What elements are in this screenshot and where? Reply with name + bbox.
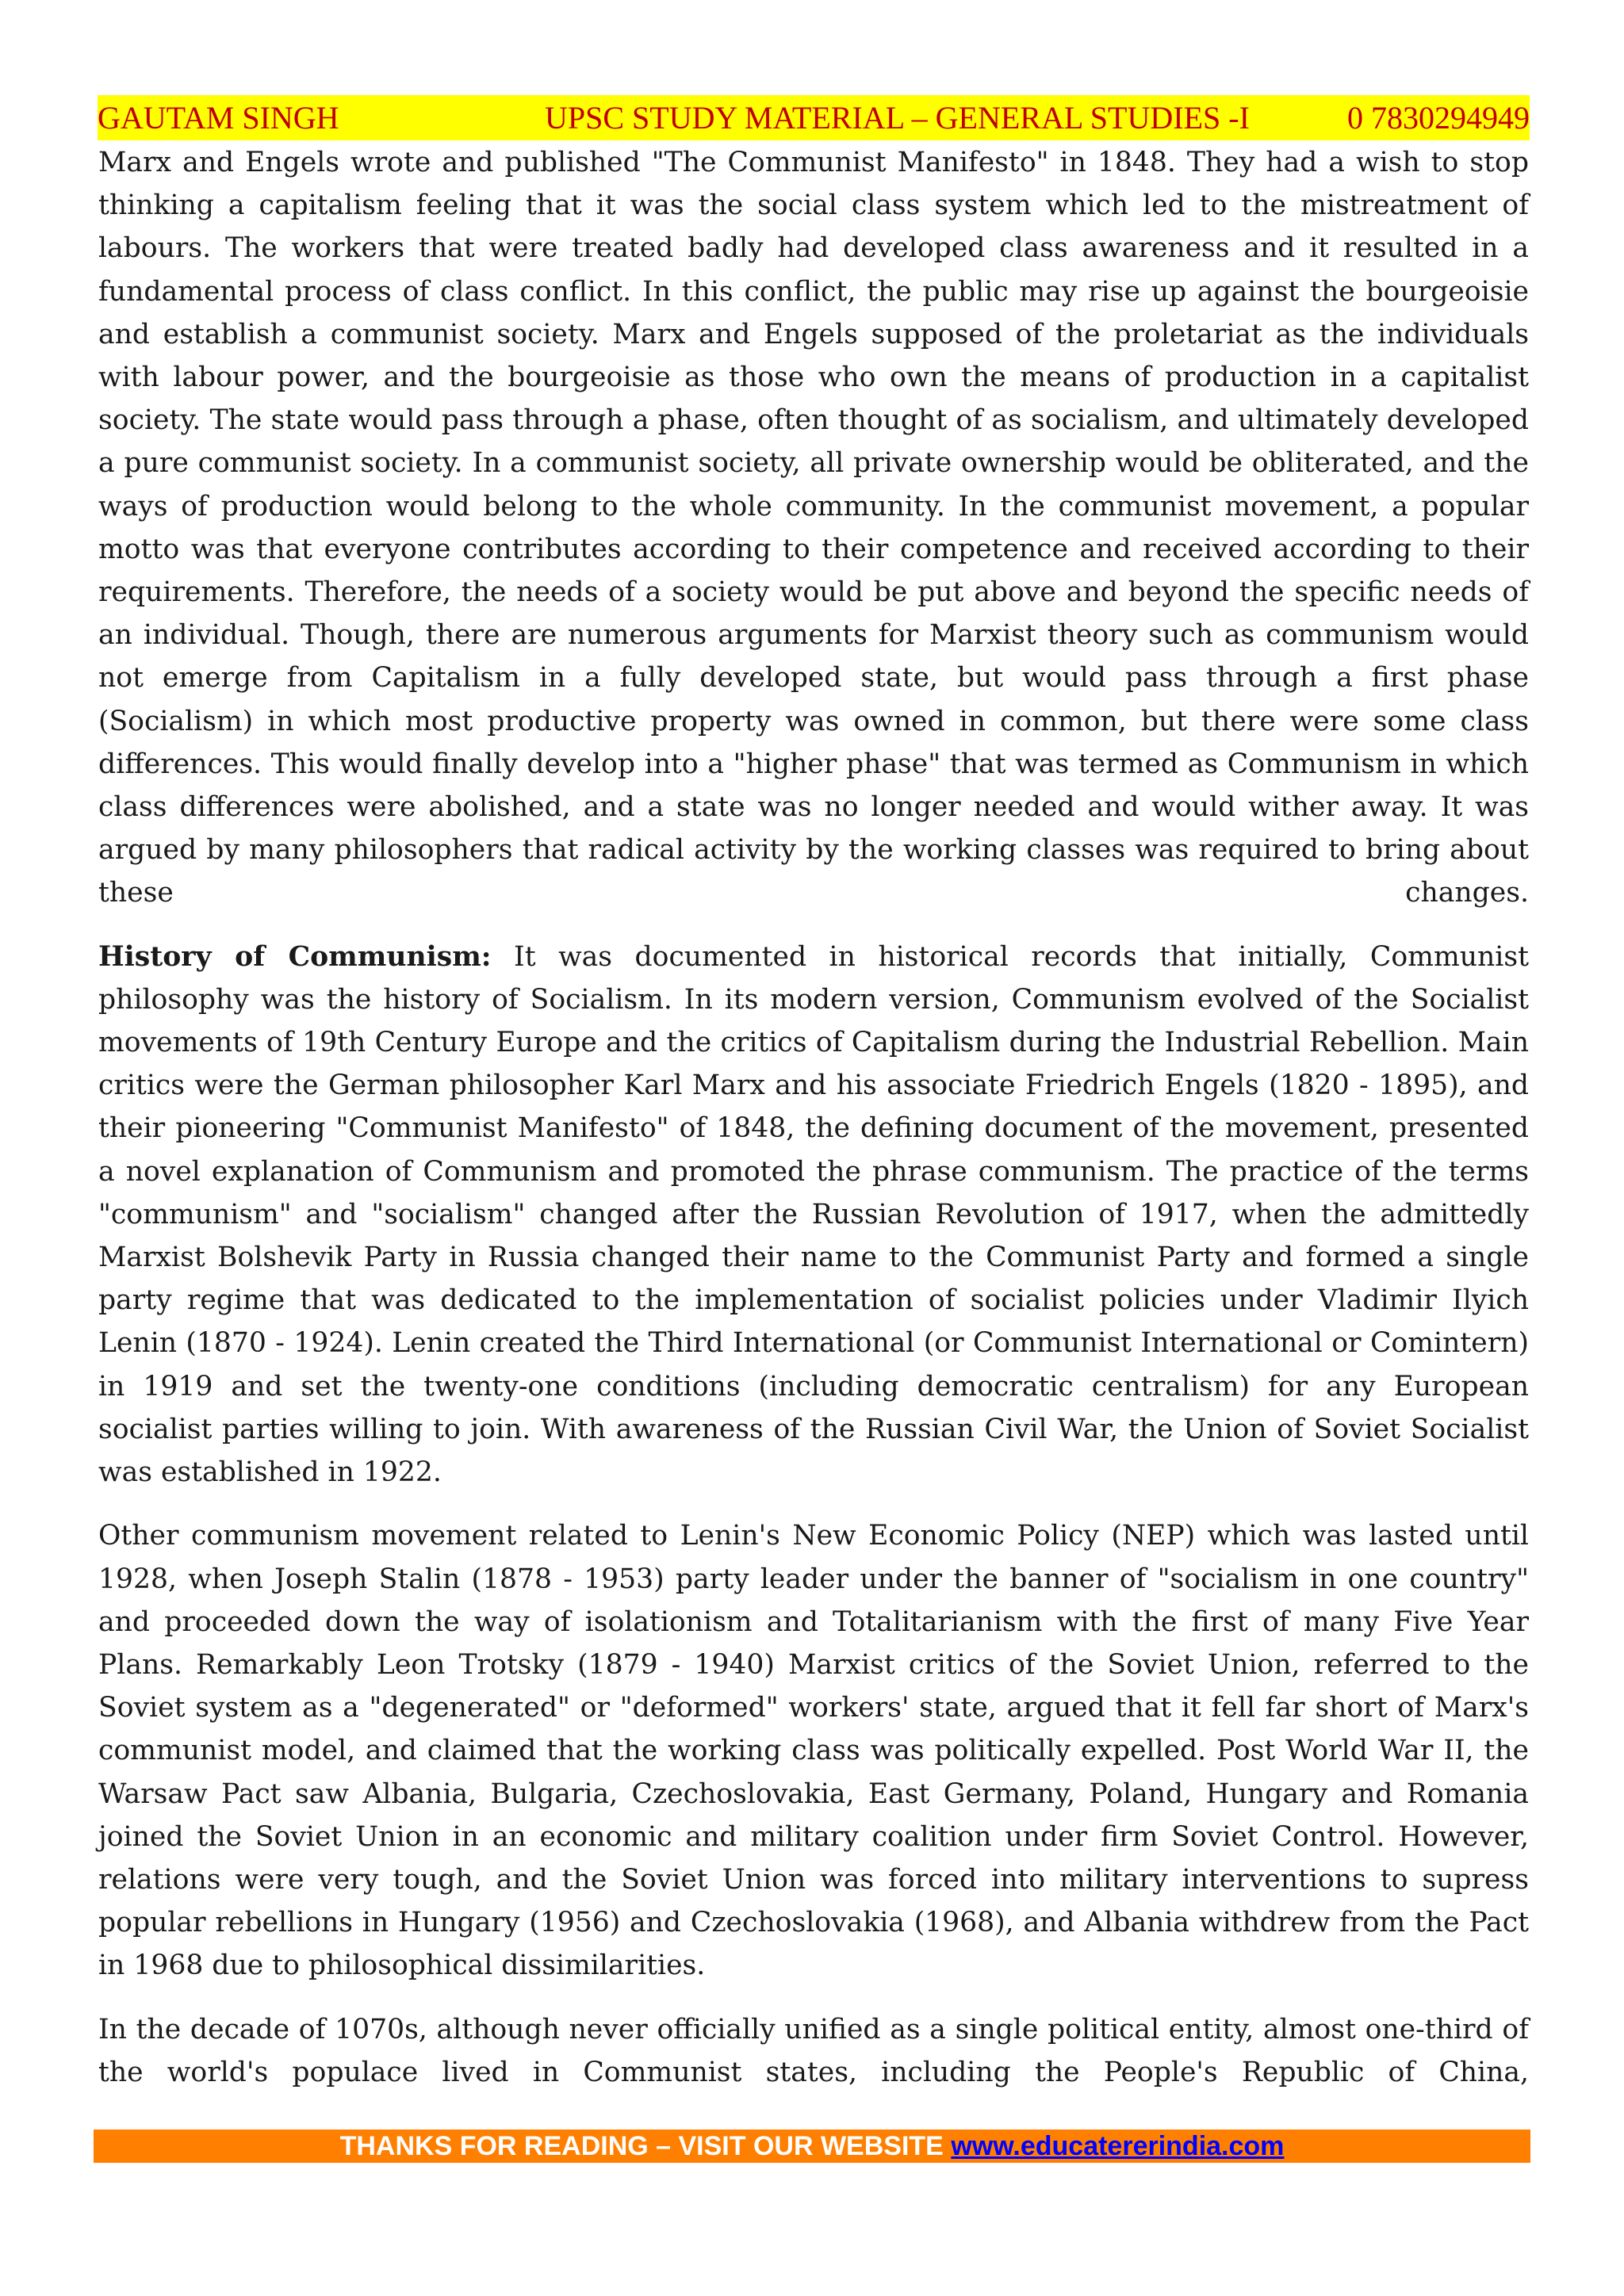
- paragraph-1970s: In the decade of 1070s, although never officially unified as a single political entity, almost one-third of the world's populace lived in Communist states, including the People's Republic of China,: [98, 2013, 1529, 2088]
- section-heading-history: History of Communism:: [98, 940, 492, 973]
- paragraph-marx-engels: Marx and Engels wrote and published "The Communist Manifesto" in 1848. They had a wish to stop thinking a capitalism feeling that it was the social class system which led to the mistreatment of labours. The workers that were treated badly had developed class awareness and it resulted in a fundamental process of class conflict. In this conflict, the public may rise up against the bourgeoisie and establish a communist society. Marx and Engels supposed of the proletariat as the individuals with labour power, and the bourgeoisie as those who own the means of production in a capitalist society. The state would pass through a phase, often thought of as socialism, and ultimately developed a pure communist society. In a communist society, all private ownership would be obliterated, and the ways of production would belong to the whole community. In the communist movement, a popular motto was that everyone contributes according to their competence and received according to their requirements. Therefore, the needs of a society would be put above and beyond the specific needs of an individual. Though, there are numerous arguments for Marxist theory such as communism would not emerge from Capitalism in a fully developed state, but would pass through a first phase (Socialism) in which most productive property was owned in common, but there were some class differences. This would finally develop into a "higher phase" that was termed as Communism in which class differences were abolished, and a state was no longer needed and would wither away. It was argued by many philosophers that radical activity by the working classes was required to bring about these changes.: [98, 147, 1529, 909]
- header-phone: 0 7830294949: [1347, 100, 1530, 136]
- website-link[interactable]: www.educatererindia.com: [951, 2131, 1285, 2161]
- page-header: [98, 95, 1530, 140]
- paragraph-history-text: It was documented in historical records that initially, Communist philosophy was the history of Socialism. In its modern version, Communism evolved of the Socialist movements of 19th Century Europe and the critics of Capitalism during the Industrial Rebellion. Main critics were the German philosopher Karl Marx and his associate Friedrich Engels (1820 - 1895), and their pioneering "Communist Manifesto" of 1848, the defining document of the movement, presented a novel explanation of Communism and promoted the phrase communism. The practice of the terms "communism" and "socialism" changed after the Russian Revolution of 1917, when the admittedly Marxist Bolshevik Party in Russia changed their name to the Communist Party and formed a single party regime that was dedicated to the implementation of socialist policies under Vladimir Ilyich Lenin (1870 - 1924). Lenin created the Third International (or Communist International or Comintern) in 1919 and set the twenty-one conditions (including democratic centralism) for any European socialist parties willing to join. With awareness of the Russian Civil War, the Union of Soviet Socialist was established in 1922.: [98, 940, 1529, 1489]
- header-author: GAUTAM SINGH: [98, 100, 339, 136]
- document-body: [98, 141, 1529, 2114]
- header-title: UPSC STUDY MATERIAL – GENERAL STUDIES -I: [545, 100, 1250, 136]
- page-footer: [94, 2130, 1530, 2163]
- paragraph-lenin-stalin: Other communism movement related to Lenin's New Economic Policy (NEP) which was lasted until 1928, when Joseph Stalin (1878 - 1953) party leader under the banner of "socialism in one country" and proceeded down the way of isolationism and Totalitarianism with the first of many Five Year Plans. Remarkably Leon Trotsky (1879 - 1940) Marxist critics of the Soviet Union, referred to the Soviet system as a "degenerated" or "deformed" workers' state, argued that it fell far short of Marx's communist model, and claimed that the working class was politically expelled. Post World War II, the Warsaw Pact saw Albania, Bulgaria, Czechoslovakia, East Germany, Poland, Hungary and Romania joined the Soviet Union in an economic and military coalition under firm Soviet Control. However, relations were very tough, and the Soviet Union was forced into military interventions to supress popular rebellions in Hungary (1956) and Czechoslovakia (1968), and Albania withdrew from the Pact in 1968 due to philosophical dissimilarities.: [98, 1520, 1529, 1982]
- footer-text: THANKS FOR READING – VISIT OUR WEBSITE: [339, 2131, 952, 2161]
- paragraph-history-of-communism: [98, 936, 1529, 1494]
